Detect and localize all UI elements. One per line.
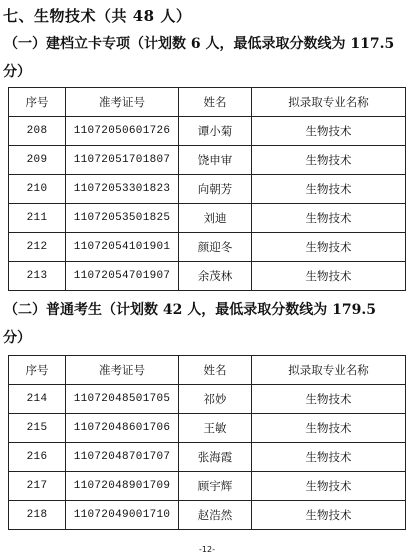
cell-major: 生物技术	[252, 117, 406, 146]
cell-name: 颜迎冬	[179, 233, 252, 262]
group-2-heading-continued: 分）	[3, 330, 31, 346]
cell-name: 赵浩然	[179, 501, 252, 530]
cell-seq: 212	[9, 233, 66, 262]
cell-name: 王敏	[179, 414, 252, 443]
table-row	[9, 233, 406, 262]
cell-exam-id: 11072048501705	[66, 385, 179, 414]
table-row	[9, 443, 406, 472]
cell-major: 生物技术	[252, 175, 406, 204]
cell-seq: 211	[9, 204, 66, 233]
cell-major: 生物技术	[252, 204, 406, 233]
cell-exam-id: 11072048601706	[66, 414, 179, 443]
cell-major: 生物技术	[252, 146, 406, 175]
cell-seq: 208	[9, 117, 66, 146]
cell-major: 生物技术	[252, 501, 406, 530]
cell-name: 祁妙	[179, 385, 252, 414]
table-row	[9, 472, 406, 501]
column-header-name: 姓名	[179, 88, 252, 117]
table-row	[9, 204, 406, 233]
table-row	[9, 146, 406, 175]
cell-exam-id: 11072049001710	[66, 501, 179, 530]
admission-table-general	[8, 355, 406, 530]
table-row	[9, 414, 406, 443]
cell-name: 刘迪	[179, 204, 252, 233]
cell-seq: 218	[9, 501, 66, 530]
table-row	[9, 117, 406, 146]
section-title: 七、生物技术（共 48 人）	[3, 7, 192, 25]
cell-name: 谭小菊	[179, 117, 252, 146]
cell-seq: 215	[9, 414, 66, 443]
cell-seq: 217	[9, 472, 66, 501]
cell-exam-id: 11072053501825	[66, 204, 179, 233]
group-1-heading-continued: 分）	[3, 64, 31, 80]
cell-exam-id: 11072053301823	[66, 175, 179, 204]
cell-name: 余茂林	[179, 262, 252, 291]
column-header-seq: 序号	[9, 88, 66, 117]
cell-name: 顾宇辉	[179, 472, 252, 501]
cell-major: 生物技术	[252, 414, 406, 443]
column-header-exam-id: 准考证号	[66, 88, 179, 117]
cell-major: 生物技术	[252, 262, 406, 291]
table-row	[9, 501, 406, 530]
cell-exam-id: 11072054701907	[66, 262, 179, 291]
table-header-row	[9, 88, 406, 117]
table-row	[9, 262, 406, 291]
cell-seq: 214	[9, 385, 66, 414]
table-row	[9, 385, 406, 414]
cell-name: 张海霞	[179, 443, 252, 472]
cell-seq: 216	[9, 443, 66, 472]
cell-major: 生物技术	[252, 385, 406, 414]
cell-seq: 209	[9, 146, 66, 175]
cell-name: 向朝芳	[179, 175, 252, 204]
admission-table-special	[8, 87, 406, 291]
column-header-exam-id: 准考证号	[66, 356, 179, 385]
column-header-seq: 序号	[9, 356, 66, 385]
table-header-row	[9, 356, 406, 385]
cell-exam-id: 11072051701807	[66, 146, 179, 175]
cell-exam-id: 11072050601726	[66, 117, 179, 146]
column-header-major: 拟录取专业名称	[252, 88, 406, 117]
group-2-heading: （二）普通考生（计划数 42 人，最低录取分数线为 179.5	[4, 302, 376, 318]
column-header-name: 姓名	[179, 356, 252, 385]
group-1-heading: （一）建档立卡专项（计划数 6 人，最低录取分数线为 117.5	[4, 36, 395, 52]
cell-major: 生物技术	[252, 443, 406, 472]
cell-name: 饶申审	[179, 146, 252, 175]
cell-exam-id: 11072048901709	[66, 472, 179, 501]
column-header-major: 拟录取专业名称	[252, 356, 406, 385]
cell-exam-id: 11072054101901	[66, 233, 179, 262]
cell-seq: 213	[9, 262, 66, 291]
table-row	[9, 175, 406, 204]
page-number: -12-	[199, 545, 215, 554]
cell-exam-id: 11072048701707	[66, 443, 179, 472]
cell-seq: 210	[9, 175, 66, 204]
cell-major: 生物技术	[252, 472, 406, 501]
cell-major: 生物技术	[252, 233, 406, 262]
